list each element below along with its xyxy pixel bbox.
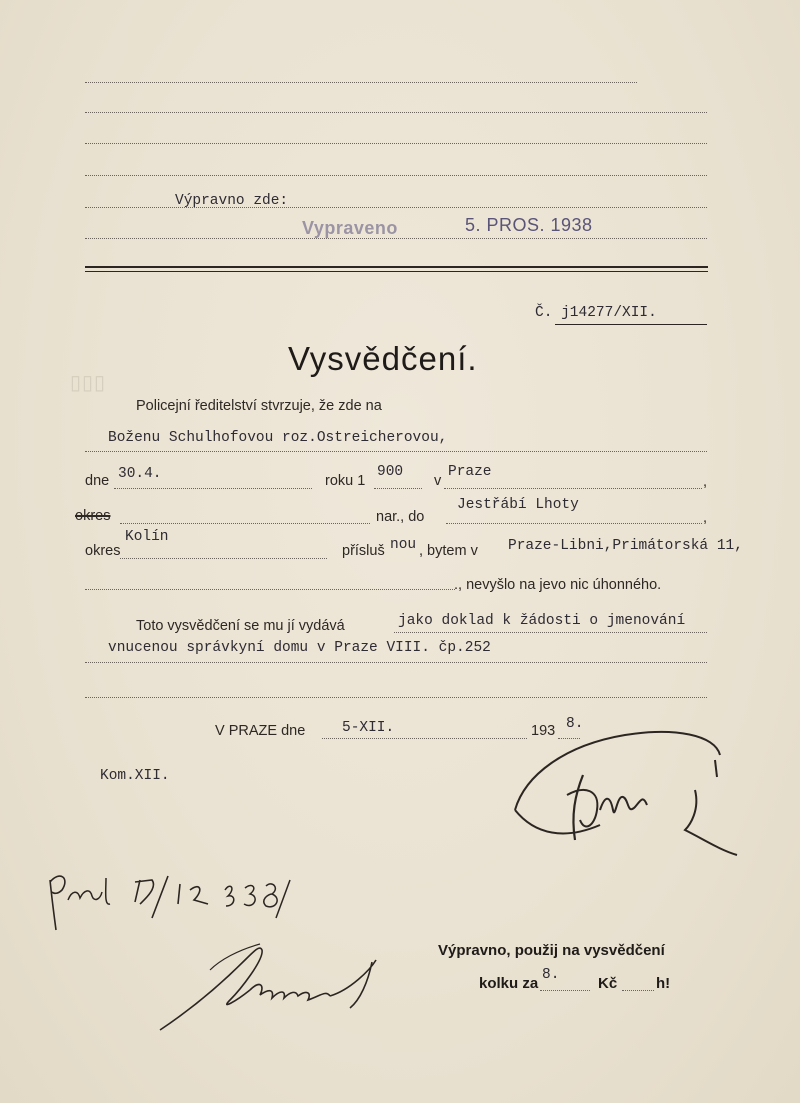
comma-1: ,: [703, 474, 708, 490]
faint-background-stamp: ▯▯▯: [70, 372, 107, 394]
dateline-place: V PRAZE dne: [215, 723, 306, 739]
belongs-place-line: [446, 523, 702, 524]
reference-number-text: Č. j14277/XII.: [535, 305, 657, 321]
purpose-line-2: vnucenou správkyní domu v Praze VIII. čp.252: [108, 640, 491, 656]
intro-text: Policejní ředitelství stvrzuje, že zde na: [136, 398, 382, 414]
stamp-duty-amount: 8.: [542, 967, 560, 983]
department-code: Kom.XII.: [100, 768, 170, 784]
handwritten-receipt-note: [40, 860, 300, 940]
purpose-line-1-dots: [394, 632, 707, 633]
blank-line-3: [85, 143, 707, 144]
expedition-date-stamp: 5. PROS. 1938: [465, 215, 593, 235]
birth-place-line: [444, 488, 702, 489]
blank-residence-line: [85, 589, 455, 590]
receiver-signature: [150, 930, 400, 1040]
dateline-year-digit: 8.: [566, 716, 584, 732]
year-label: roku 1: [325, 473, 366, 489]
birth-place: Praze: [448, 464, 492, 480]
name-line: [85, 451, 707, 452]
belongs-label: přísluš: [342, 543, 385, 559]
stamp-duty-prefix: kolku za: [479, 975, 539, 992]
district-line: [120, 558, 327, 559]
header-rule-top: [85, 266, 708, 268]
dateline-date: 5-XII.: [342, 720, 395, 736]
person-name: Boženu Schulhofovou roz.Ostreicherovou,: [108, 430, 448, 446]
official-signature: [505, 715, 745, 865]
header-rule-bottom: [85, 271, 708, 272]
belongs-place: Jestřábí Lhoty: [457, 497, 579, 513]
blank-line-1: [85, 82, 637, 83]
issued-label: Toto vysvědčení se mu jí vydává: [136, 618, 345, 634]
stamp-duty-suffix: h!: [656, 975, 671, 992]
born-label: nar., do: [376, 509, 425, 525]
birth-day-label: dne: [85, 473, 110, 489]
comma-2: ,: [703, 510, 708, 526]
struck-line: [120, 523, 370, 524]
birth-day-line: [114, 488, 312, 489]
dateline-date-line: [322, 738, 527, 739]
purpose-line-1: jako doklad k žádosti o jmenování: [398, 613, 686, 629]
birth-day: 30.4.: [118, 466, 162, 482]
dateline-year-label: 193: [531, 723, 556, 739]
nothing-found-text: ., nevyšlo na jevo nic úhonného.: [454, 577, 662, 593]
expedition-stamp: Vypraveno: [302, 218, 398, 238]
birth-year: 900: [377, 464, 404, 480]
blank-line-4: [85, 175, 707, 176]
stamp-duty-heller-line: [622, 990, 654, 991]
birth-place-prefix: v: [434, 473, 442, 489]
expedition-label: Výpravno zde:: [175, 193, 289, 209]
belongs-suffix: nou: [390, 537, 417, 553]
stamp-duty-currency: Kč: [598, 975, 618, 992]
document-title: Vysvědčení.: [288, 340, 478, 377]
blank-line-5: [85, 697, 707, 698]
residence-label: , bytem v: [419, 543, 478, 559]
blank-line-2: [85, 112, 707, 113]
residence: Praze-Libni,Primátorská 11,: [508, 538, 743, 554]
reference-number: [535, 303, 657, 321]
purpose-line-2-dots: [85, 662, 707, 663]
district: Kolín: [125, 529, 169, 545]
birth-year-line: [374, 488, 422, 489]
reference-underline: [555, 324, 707, 325]
stamp-duty-line-1: Výpravno, použij na vysvědčení: [438, 942, 665, 959]
district-label: okres: [85, 543, 121, 559]
stamp-duty-amount-line: [540, 990, 590, 991]
struck-word: okres: [75, 508, 111, 524]
